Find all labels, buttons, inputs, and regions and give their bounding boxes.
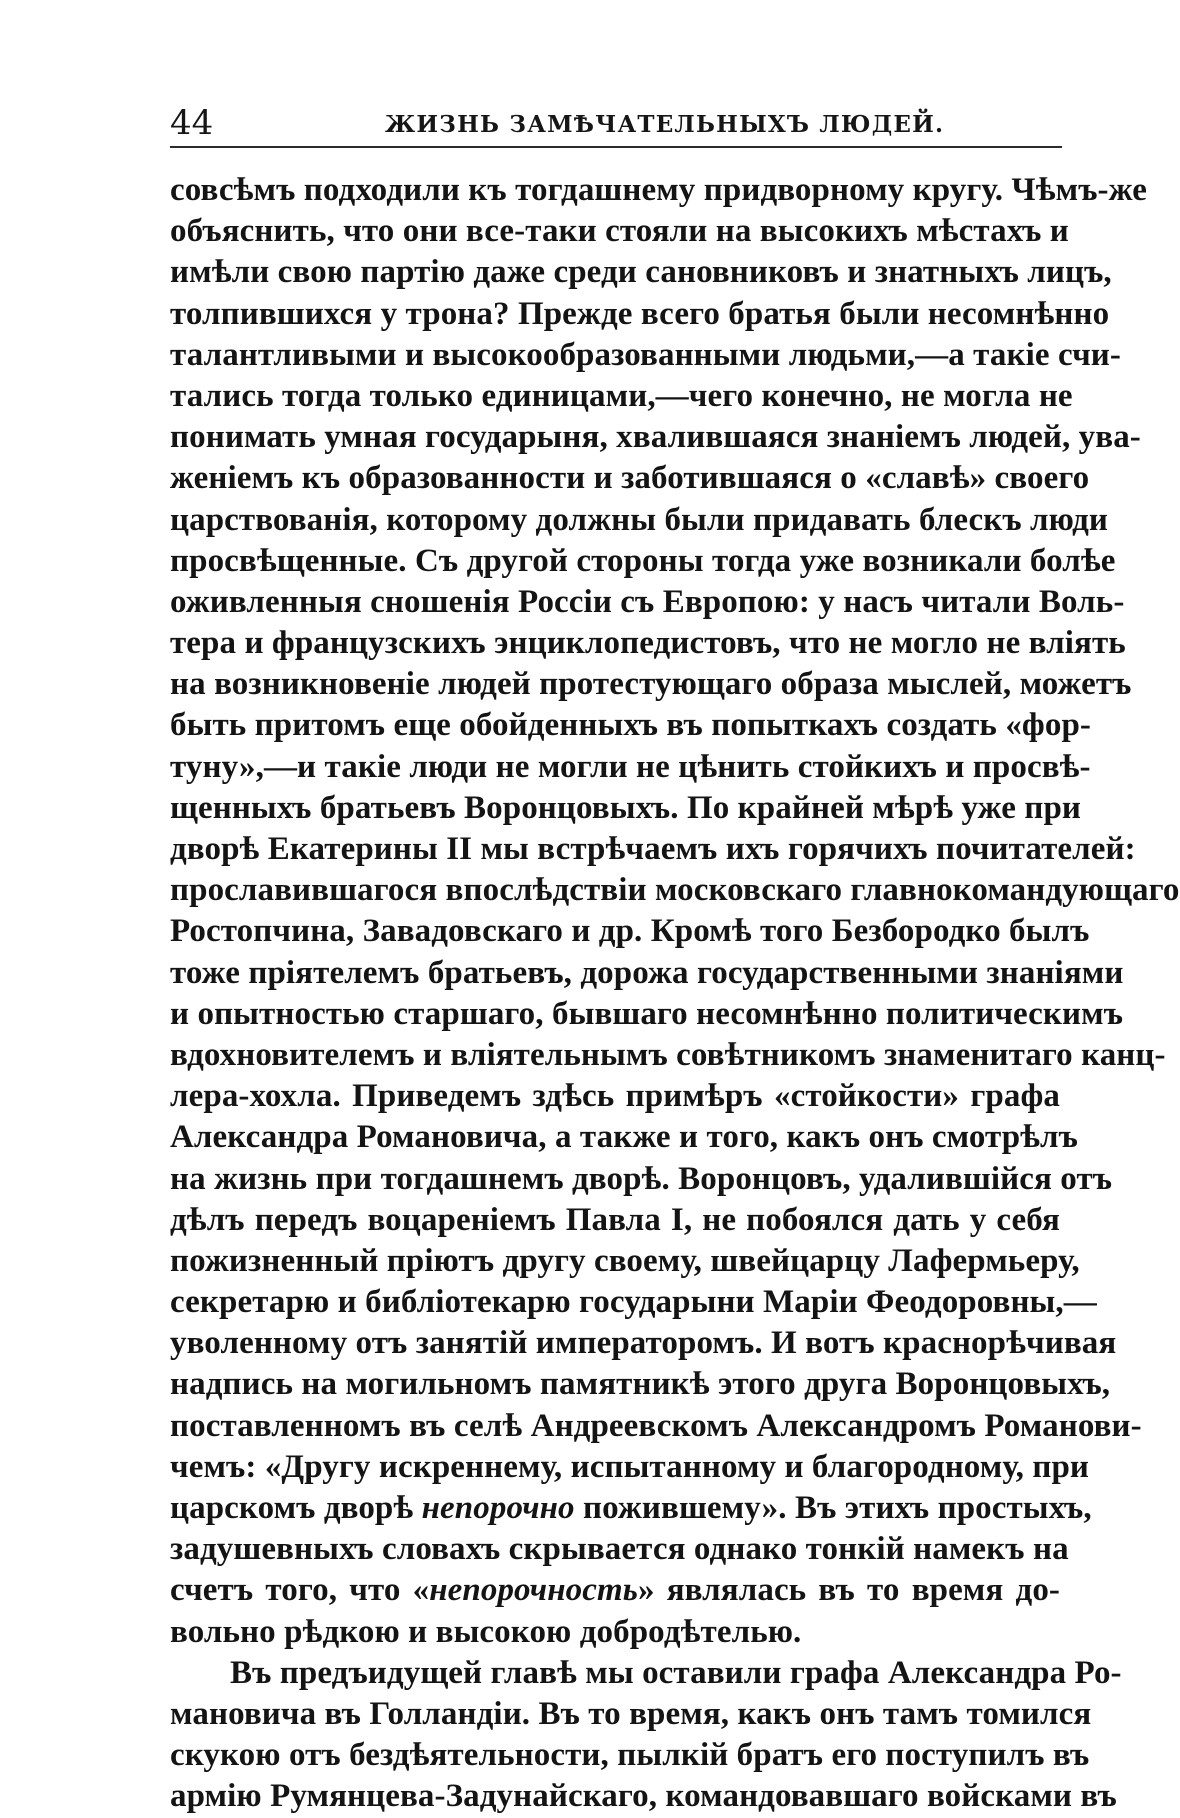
- text-line: талантливыми и высокообразованными людьми,—а такіе счи-: [170, 336, 1121, 373]
- text-line: на возникновеніе людей протестующаго образа мыслей, можетъ: [170, 666, 1132, 703]
- text-line: тоже пріятелемъ братьевъ, дорожа государственными знаніями: [170, 954, 1124, 991]
- text-line: туну»,—и такіе люди не могли не цѣнить стойкихъ и просвѣ-: [170, 748, 1091, 785]
- text-line: задушевныхъ словахъ скрывается однако тонкій намекъ на: [170, 1531, 1069, 1568]
- text-line: Ростопчина, Завадовскаго и др. Кромѣ того Безбородко былъ: [170, 913, 1090, 950]
- text-line: оживленныя сношенія Россіи съ Европою: у насъ читали Воль-: [170, 583, 1125, 620]
- text-line: дѣлъ передъ воцареніемъ Павла I, не побоялся дать у себя: [170, 1201, 1060, 1238]
- body-text: [170, 170, 1180, 1818]
- text-line: совсѣмъ подходили къ тогдашнему придворному кругу. Чѣмъ-же: [170, 172, 1147, 208]
- text-line: на жизнь при тогдашнемъ дворѣ. Воронцовъ, удалившійся отъ: [170, 1160, 1113, 1197]
- text-line: лера-хохла. Приведемъ здѣсь примѣръ «стойкости» графа: [170, 1078, 1060, 1115]
- text-line: женіемъ къ образованности и заботившаяся о «славѣ» своего: [170, 460, 1090, 497]
- paragraph-start-line: Въ предъидущей главѣ мы оставили графа Александра Ро-: [230, 1654, 1122, 1691]
- text-line: тера и французскихъ энциклопедистовъ, что не могло не вліять: [170, 625, 1126, 662]
- text-line-with-italic: [170, 1570, 1060, 1611]
- text-line: надпись на могильномъ памятникѣ этого друга Воронцовыхъ,: [170, 1366, 1111, 1403]
- paragraph-end-line: вольно рѣдкою и высокою добродѣтелью.: [170, 1613, 802, 1650]
- italic-word: непорочно: [421, 1490, 575, 1526]
- text-line: щенныхъ братьевъ Воронцовыхъ. По крайней мѣрѣ уже при: [170, 789, 1082, 826]
- text-line: толпившихся у трона? Прежде всего братья были несомнѣнно: [170, 295, 1110, 332]
- text-line-with-italic: [170, 1488, 1092, 1529]
- running-head: [170, 100, 1060, 146]
- text-line: поставленномъ въ селѣ Андреевскомъ Александромъ Романови-: [170, 1407, 1142, 1444]
- text-line: просвѣщенные. Съ другой стороны тогда уже возникали болѣе: [170, 542, 1116, 579]
- text-line: мановича въ Голландіи. Въ то время, какъ онъ тамъ томился: [170, 1695, 1092, 1732]
- text-line: уволенному отъ занятій императоромъ. И вотъ краснорѣчивая: [170, 1325, 1117, 1362]
- text-line: секретарю и библіотекарю государыни Маріи Феодоровны,—: [170, 1284, 1097, 1321]
- italic-word: непорочность: [429, 1572, 638, 1609]
- text-line: прославившагося впослѣдствіи московскаго главнокомандующаго: [170, 872, 1180, 909]
- text-line: скукою отъ бездѣятельности, пылкій братъ его поступилъ въ: [170, 1737, 1090, 1774]
- text-line: пожизненный пріютъ другу своему, швейцарцу Лафермьеру,: [170, 1242, 1080, 1279]
- text-segment: счетъ того, что «: [170, 1572, 430, 1609]
- text-line: быть притомъ еще обойденныхъ въ попыткахъ создать «фор-: [170, 707, 1091, 744]
- text-line: объяснить, что они все-таки стояли на высокихъ мѣстахъ и: [170, 213, 1069, 250]
- text-line: Александра Романовича, а также и того, какъ онъ смотрѣлъ: [170, 1119, 1079, 1156]
- text-line: царствованія, которому должны были придавать блескъ люди: [170, 501, 1108, 538]
- text-line: и опытностью старшаго, бывшаго несомнѣнно политическимъ: [170, 995, 1124, 1032]
- text-line: дворѣ Екатерины II мы встрѣчаемъ ихъ горячихъ почитателей:: [170, 831, 1136, 867]
- text-line: чемъ: «Другу искреннему, испытанному и благородному, при: [170, 1448, 1090, 1485]
- text-line: армію Румянцева-Задунайскаго, командовавшаго войсками въ: [170, 1778, 1117, 1815]
- text-segment: » являлась въ то время до-: [637, 1572, 1061, 1609]
- page-number: 44: [170, 103, 214, 143]
- running-title: ЖИЗНЬ ЗАМѢЧАТЕЛЬНЫХЪ ЛЮДЕЙ.: [385, 111, 945, 138]
- text-line: понимать умная государыня, хвалившаяся знаніемъ людей, ува-: [170, 419, 1141, 456]
- text-line: тались тогда только единицами,—чего конечно, не могла не: [170, 377, 1073, 414]
- text-segment: царскомъ дворѣ: [170, 1490, 422, 1526]
- text-line: имѣли свою партію даже среди сановниковъ и знатныхъ лицъ,: [170, 254, 1112, 291]
- text-line: вдохновителемъ и вліятельнымъ совѣтникомъ знаменитаго канц-: [170, 1036, 1166, 1073]
- text-segment: пожившему». Въ этихъ простыхъ,: [574, 1490, 1092, 1526]
- header-rule: [170, 146, 1062, 148]
